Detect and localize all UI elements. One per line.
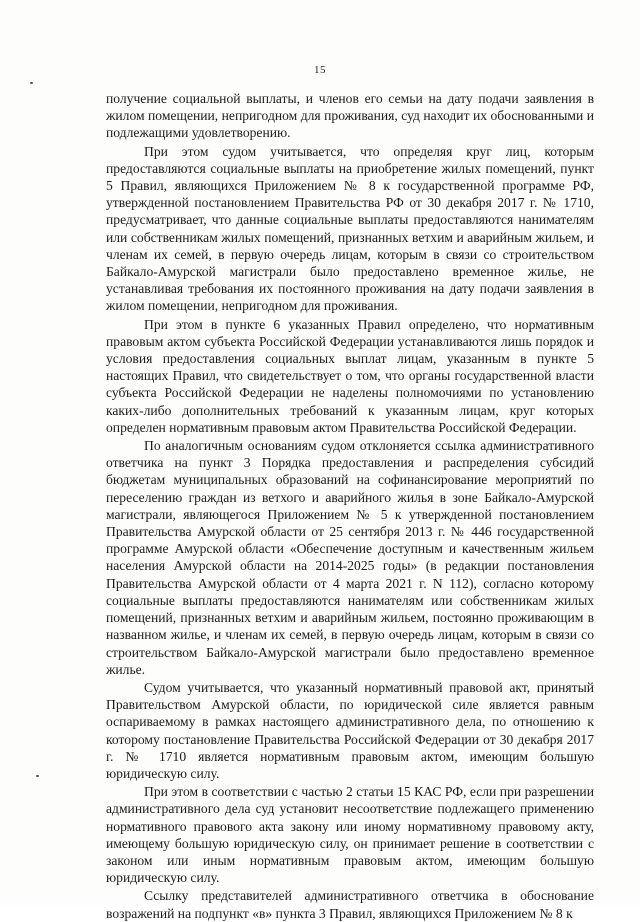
paragraph-kas-article-15: При этом в соответствии с частью 2 статьи 15 КАС РФ, если при разрешении административного дела суд установит несоответствие подлежащего применению нормативного правового акта закону или иному нормативному правовому акту, имеющему большую юридическую силу, он принимает решение в соответствии с законом или иным нормативным правовым актом, имеющим большую юридическую силу.	[106, 784, 594, 886]
paragraph-amur-procedure: По аналогичным основаниям судом отклоняется ссылка административного ответчика на пункт 3 Порядка предоставления и распределения субсидий бюджетам муниципальных образований на софинансирование мероприятий по переселению граждан из ветхого и аварийного жилья в зоне Байкало-Амурской магистрали, являющегося Приложением № 5 к утвержденной постановлением Правительства Амурской области от 25 сентября 2013 г. № 446 государственной программе Амурской области «Обеспечение доступным и качественным жильем населения Амурской области на 2014-2025 годы» (в редакции постановления Правительства Амурской области от 4 марта 2021 г. N 112), согласно которому социальные выплаты предоставляются нанимателям или собственникам жилых помещений, признанных ветхим и аварийным жильем, постоянно проживающим в названном жилье, и членам их семей, в первую очередь лицам, которым в связи со строительством Байкало-Амурской магистрали было предоставлено временное жилье.	[106, 438, 594, 677]
paragraph-rules-point-6: При этом в пункте 6 указанных Правил определено, что нормативным правовым актом субъекта Российской Федерации устанавливаются лишь порядок и условия предоставления социальных выплат лицам, указанным в пункте 5 настоящих Правил, что свидетельствует о том, что органы государственной власти субъекта Российской Федерации не наделены полномочиями по установлению каких-либо дополнительных требований к указанным лицам, круг которых определен нормативным правовым актом Правительства Российской Федерации.	[106, 316, 594, 435]
scan-speck	[30, 82, 33, 84]
document-body	[106, 90, 594, 922]
scan-speck	[36, 775, 39, 777]
page-number: 15	[314, 64, 326, 76]
paragraph-respondent-reference: Ссылку представителей административного ответчика в обоснование возражений на подпункт «в» пункта 3 Правил, являющихся Приложением № 8 к	[106, 888, 594, 921]
paragraph-legal-force: Судом учитывается, что указанный нормативный правовой акт, принятый Правительством Амурской области, по юридической силе является равным оспариваемому в рамках настоящего административного дела, по отношению к которому постановление Правительства Российской Федерации от 30 декабря 2017 г. № 1710 является нормативным правовым актом, имеющим большую юридическую силу.	[106, 679, 594, 781]
paragraph-continuation: получение социальной выплаты, и членов его семьи на дату подачи заявления в жилом помещении, непригодном для проживания, суд находит их обоснованными и подлежащими удовлетворению.	[106, 91, 594, 141]
paragraph-recipients-circle: При этом судом учитывается, что определяя круг лиц, которым предоставляются социальные выплаты на приобретение жилых помещений, пункт 5 Правил, являющихся Приложением № 8 к государственной программе РФ, утвержденной постановлением Правительства РФ от 30 декабря 2017 г. № 1710, предусматривает, что данные социальные выплаты предоставляются нанимателям или собственникам жилых помещений, признанных ветхим и аварийным жильем, и членам их семей, в первую очередь лицам, которым в связи со строительством Байкало-Амурской магистрали было предоставлено временное жилье, не устанавливая требования их постоянного проживания на дату подачи заявления в жилом помещении, непригодном для проживания.	[106, 143, 594, 314]
